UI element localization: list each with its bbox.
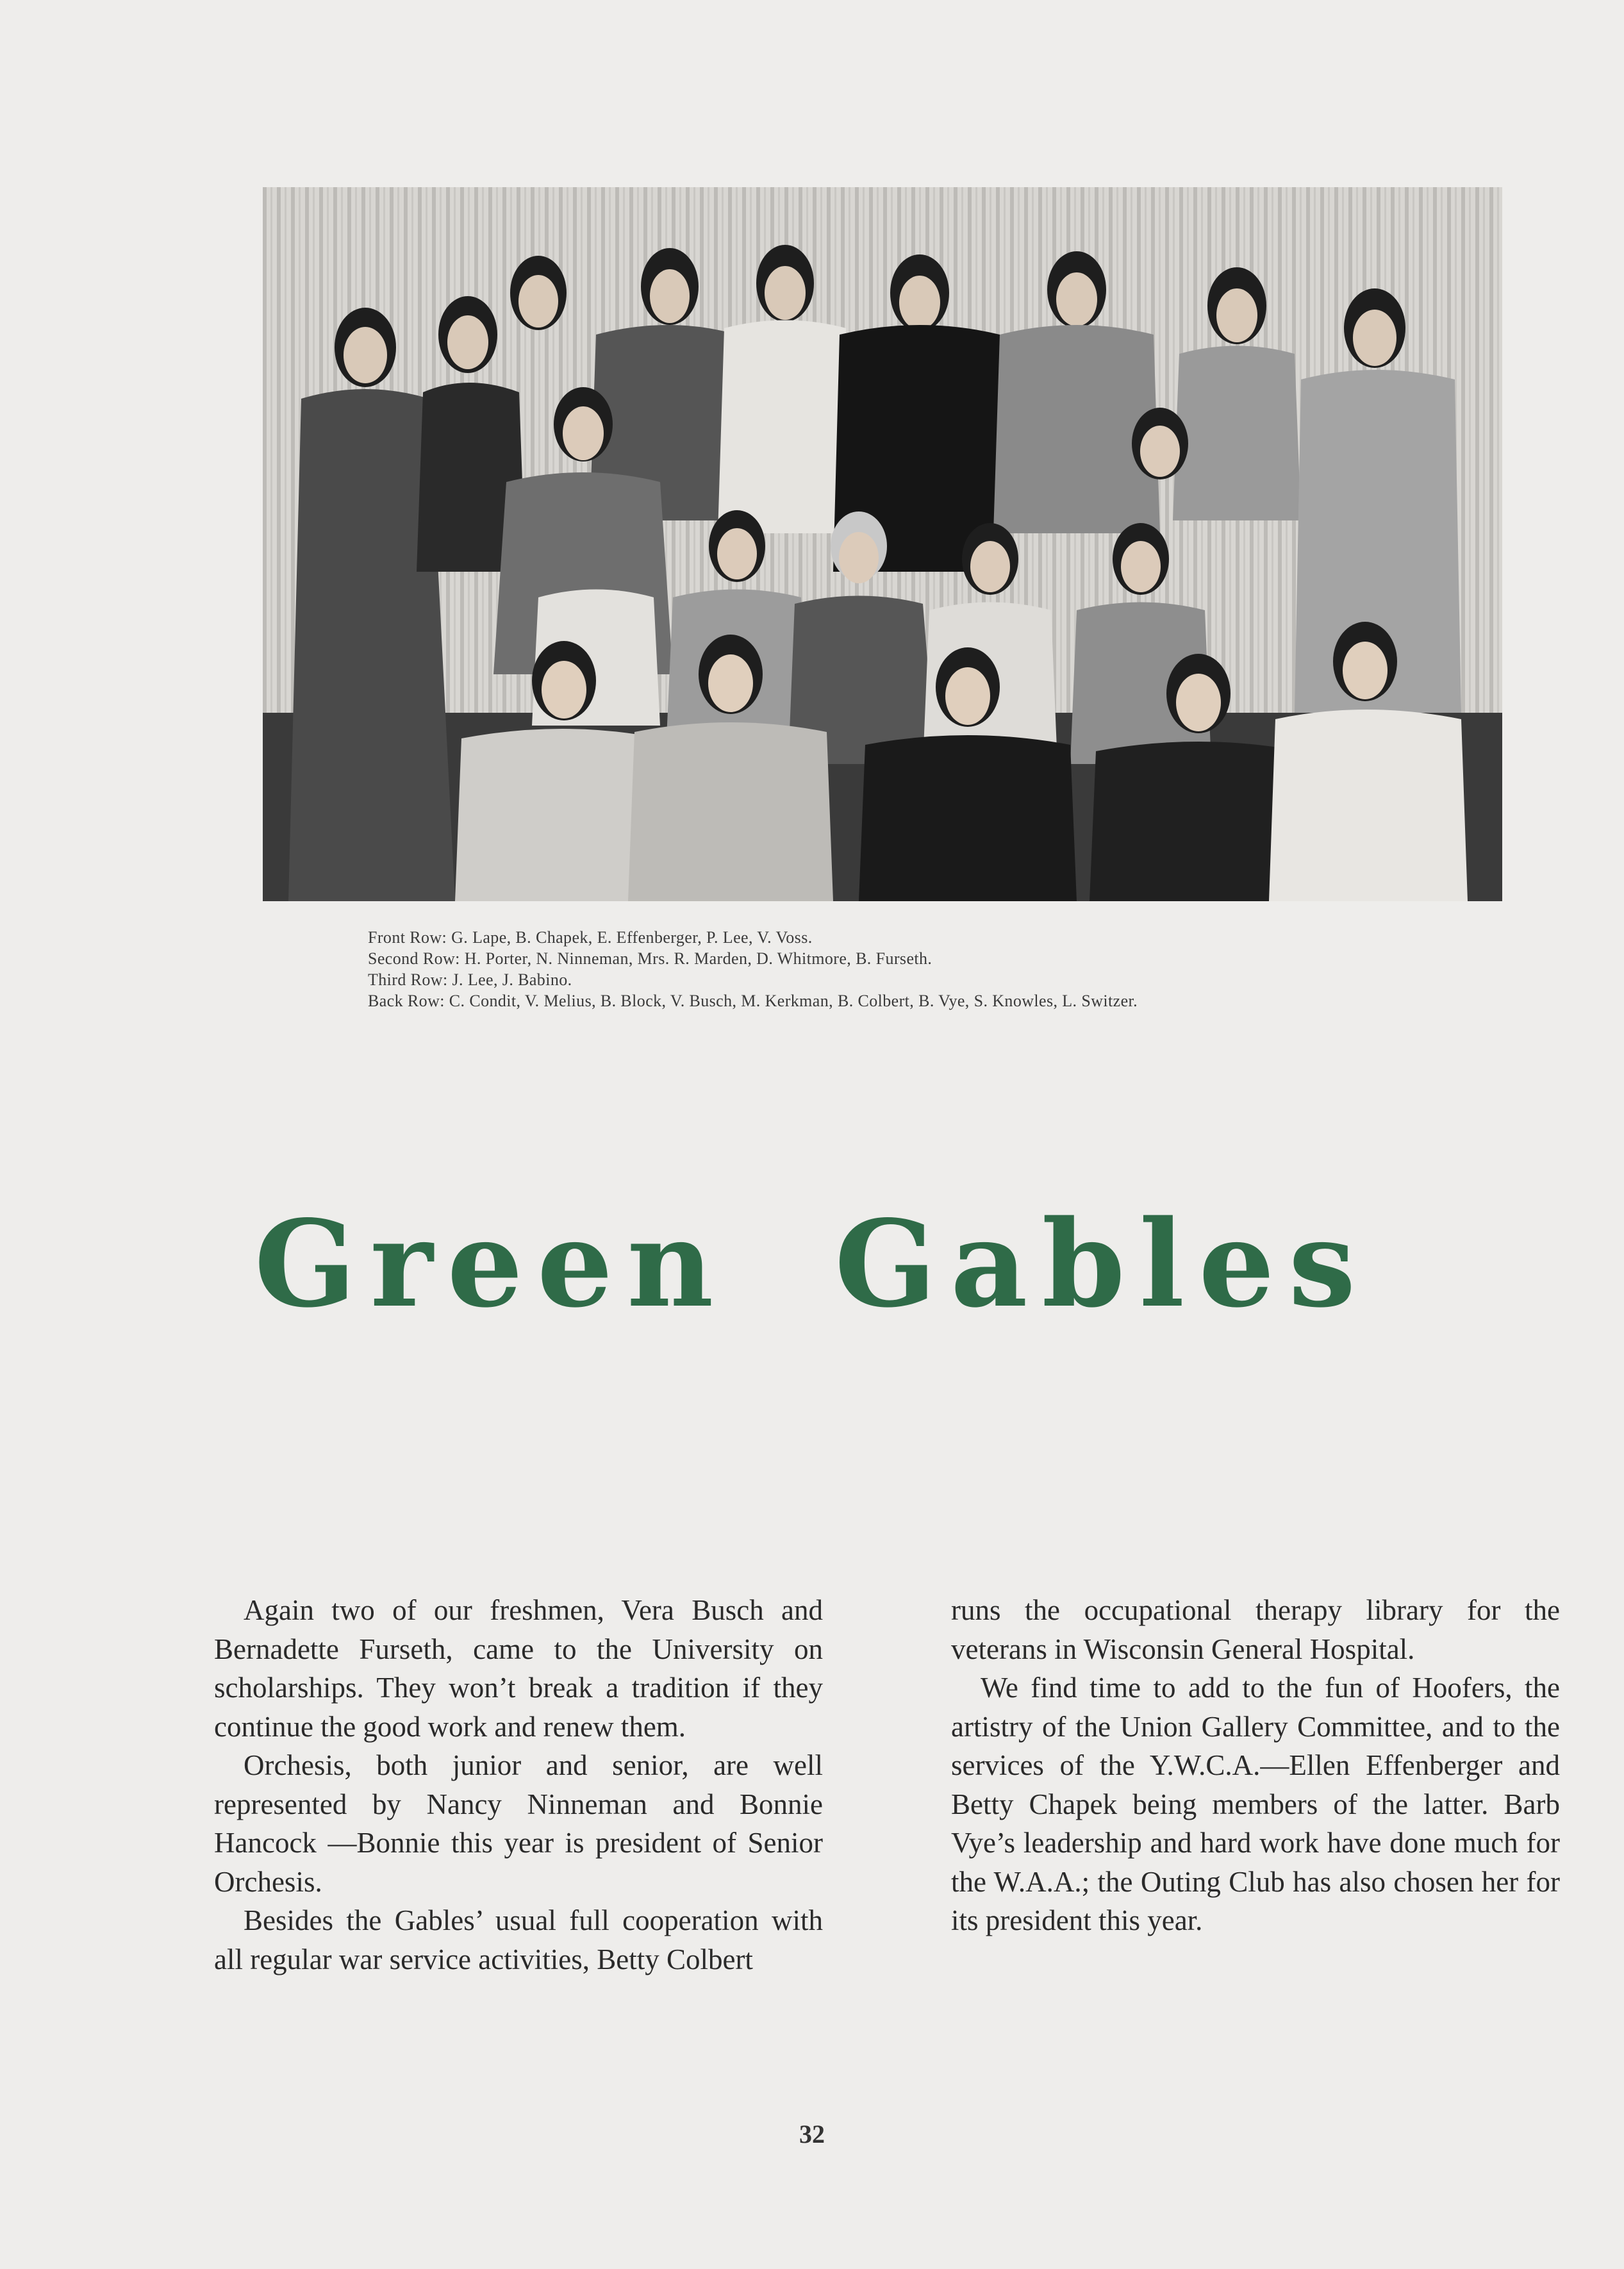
caption-row-names: H. Porter, N. Ninneman, Mrs. R. Marden, D. Whitmore, B. Furseth. <box>464 949 932 968</box>
body-paragraph: runs the occupational therapy library for the veterans in Wisconsin General Hospital. <box>951 1594 1560 1665</box>
body-column-right <box>951 1591 1560 1940</box>
caption-row-label: Second Row: <box>368 949 460 968</box>
body-column-left <box>214 1591 823 1979</box>
group-photograph <box>263 187 1502 901</box>
caption-row-third <box>368 969 1457 990</box>
page-number: 32 <box>799 2120 825 2148</box>
photo-caption <box>368 927 1457 1011</box>
body-paragraph: Again two of our freshmen, Vera Busch and Bernadette Furseth, came to the University on scholarships. They won’t break a tradition if they continue the good work and renew them. <box>214 1594 823 1743</box>
body-paragraph: Orchesis, both junior and senior, are well represented by Nancy Ninneman and Bonnie Hancock —Bonnie this year is president of Senior Orchesis. <box>214 1749 823 1898</box>
body-paragraph: Besides the Gables’ usual full cooperation with all regular war service activities, Betty Colbert <box>214 1904 823 1975</box>
caption-row-label: Front Row: <box>368 928 447 947</box>
caption-row-label: Third Row: <box>368 970 448 989</box>
body-paragraph: We find time to add to the fun of Hoofers, the artistry of the Union Gallery Committee, and to the services of the Y.W.C.A.—Ellen Effenberger and Betty Chapek being members of the latter. Barb Vye’s leadership and hard work have done much for the W.A.A.; the Outing Club has also chosen her for its president this year. <box>951 1672 1560 1936</box>
caption-row-label: Back Row: <box>368 992 445 1010</box>
caption-row-names: J. Lee, J. Babino. <box>452 970 572 989</box>
photo-illustration <box>263 187 1502 901</box>
caption-row-front <box>368 927 1457 948</box>
page-title: Green Gables <box>254 1193 1370 1334</box>
caption-row-names: G. Lape, B. Chapek, E. Effenberger, P. Lee, V. Voss. <box>451 928 813 947</box>
caption-row-back <box>368 990 1457 1011</box>
caption-row-second <box>368 948 1457 969</box>
caption-row-names: C. Condit, V. Melius, B. Block, V. Busch, M. Kerkman, B. Colbert, B. Vye, S. Knowles, L. Switzer. <box>449 992 1138 1010</box>
